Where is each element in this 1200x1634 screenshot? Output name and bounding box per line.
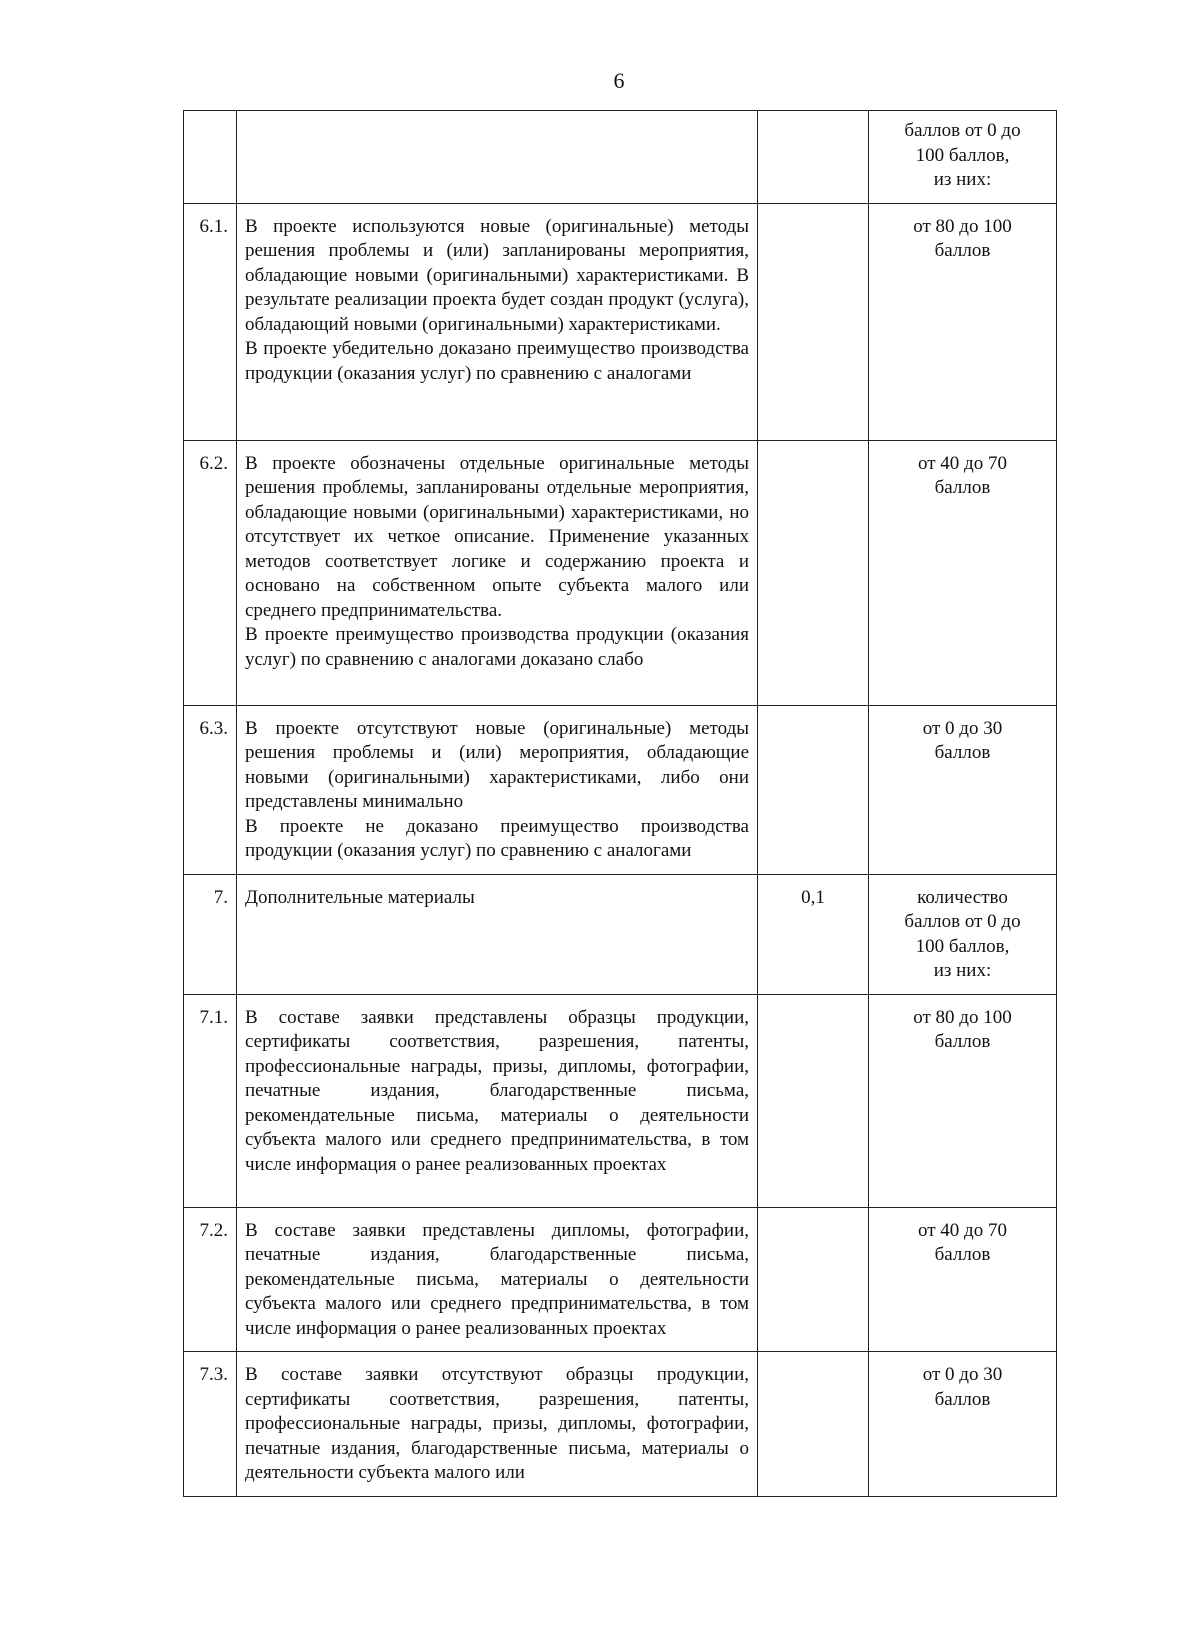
description-paragraph: В проекте убедительно доказано преимущество производства продукции (оказания услуг) по сравнению с аналогами	[245, 338, 749, 384]
row-coefficient	[758, 705, 869, 874]
score-line: баллов	[934, 477, 991, 498]
row-score	[869, 111, 1057, 204]
description-paragraph: В проекте не доказано преимущество производства продукции (оказания услуг) по сравнению с аналогами	[245, 815, 749, 861]
score-line: баллов от 0 до	[904, 120, 1021, 141]
row-number: 6.3.	[184, 705, 237, 874]
score-line: баллов	[934, 1388, 991, 1410]
description-paragraph: В проекте преимущество производства продукции (оказания услуг) по сравнению с аналогами доказано слабо	[245, 624, 749, 670]
criteria-table	[183, 110, 1057, 1497]
description-paragraph: Дополнительные материалы	[245, 886, 475, 908]
table-row	[184, 1352, 1057, 1497]
row-coefficient	[758, 1352, 869, 1497]
score-line: баллов	[934, 1244, 991, 1265]
row-description	[237, 1207, 758, 1352]
row-score	[869, 1352, 1057, 1497]
table-row	[184, 994, 1057, 1207]
page-number: 6	[613, 68, 625, 93]
row-score	[869, 203, 1057, 440]
table-row	[184, 440, 1057, 705]
row-coefficient	[758, 994, 869, 1207]
score-line: из них:	[933, 960, 992, 981]
description-paragraph: В проекте обозначены отдельные оригинальные методы решения проблемы, запланированы отдельные мероприятия, обладающие новыми (оригинальными) характеристиками, но отсутствует их четкое описание. Применение указанных методов соответствует логике и содержанию проекта и основано на собственном опыте субъекта малого или среднего предпринимательства.	[245, 452, 749, 621]
row-number: 7.	[184, 874, 237, 994]
score-line: баллов от 0 до	[904, 911, 1021, 932]
score-line: 100 баллов,	[915, 935, 1010, 957]
row-description	[237, 203, 758, 440]
score-line: от 40 до 70	[918, 452, 1007, 474]
row-score	[869, 705, 1057, 874]
score-line: 100 баллов,	[915, 144, 1010, 166]
table-row	[184, 705, 1057, 874]
row-description	[237, 111, 758, 204]
row-description	[237, 1352, 758, 1497]
table-row	[184, 874, 1057, 994]
row-description	[237, 874, 758, 994]
score-line: от 80 до 100	[913, 1006, 1012, 1028]
row-number: 7.2.	[184, 1207, 237, 1352]
score-line: баллов	[934, 742, 991, 763]
row-coefficient	[758, 440, 869, 705]
row-number: 6.2.	[184, 440, 237, 705]
row-description	[237, 994, 758, 1207]
row-coefficient	[758, 111, 869, 204]
row-number: 7.1.	[184, 994, 237, 1207]
score-line: количество	[917, 886, 1008, 908]
row-number: 6.1.	[184, 203, 237, 440]
score-line: баллов	[934, 1031, 991, 1052]
row-description	[237, 440, 758, 705]
description-paragraph: В составе заявки представлены образцы продукции, сертификаты соответствия, разрешения, патенты, профессиональные награды, призы, дипломы, фотографии, печатные издания, благодарственные письма, рекомендательные письма, материалы о деятельности субъекта малого или среднего предпринимательства, в том числе информация о ранее реализованных проектах	[245, 1006, 749, 1175]
criteria-table-body	[184, 111, 1057, 1497]
score-line: от 40 до 70	[918, 1219, 1007, 1241]
row-score	[869, 994, 1057, 1207]
score-line: от 0 до 30	[922, 1364, 1003, 1385]
row-score	[869, 440, 1057, 705]
row-coefficient	[758, 203, 869, 440]
description-paragraph: В проекте используются новые (оригинальные) методы решения проблемы и (или) запланированы мероприятия, обладающие новыми (оригинальными) характеристиками. В результате реализации проекта будет создан продукт (услуга), обладающий новыми (оригинальными) характеристиками.	[245, 215, 749, 335]
description-paragraph: В составе заявки представлены дипломы, фотографии, печатные издания, благодарственные письма, рекомендательные письма, материалы о деятельности субъекта малого или среднего предпринимательства, в том числе информация о ранее реализованных проектах	[245, 1219, 749, 1339]
description-paragraph: В составе заявки отсутствуют образцы продукции, сертификаты соответствия, разрешения, патенты, профессиональные награды, призы, дипломы, фотографии, печатные издания, благодарственные письма, материалы о деятельности субъекта малого или	[245, 1364, 749, 1483]
row-coefficient	[758, 1207, 869, 1352]
row-number: 7.3.	[184, 1352, 237, 1497]
row-number	[184, 111, 237, 204]
description-paragraph: В проекте отсутствуют новые (оригинальные) методы решения проблемы и (или) мероприятия, обладающие новыми (оригинальными) характеристиками, либо они представлены минимально	[245, 717, 749, 812]
row-description	[237, 705, 758, 874]
table-row	[184, 111, 1057, 204]
table-row	[184, 203, 1057, 440]
row-score	[869, 1207, 1057, 1352]
score-line: от 80 до 100	[913, 215, 1012, 237]
table-row	[184, 1207, 1057, 1352]
score-line: баллов	[934, 240, 991, 261]
row-score	[869, 874, 1057, 994]
score-line: из них:	[933, 169, 992, 190]
score-line: от 0 до 30	[922, 717, 1003, 739]
row-coefficient: 0,1	[758, 874, 869, 994]
